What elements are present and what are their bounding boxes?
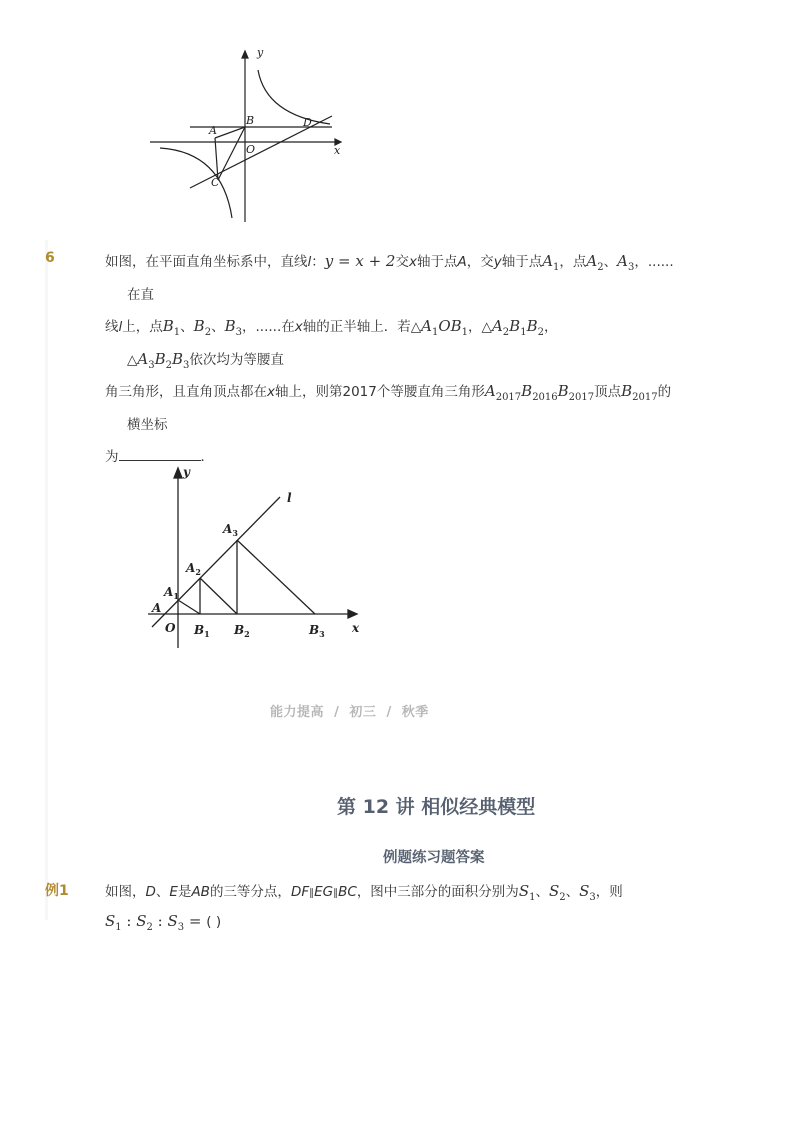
hyperbola-branch-upper — [258, 70, 330, 124]
line-equation: y = x + 2 — [324, 252, 396, 270]
problem6-line5: 角三角形，且直角顶点都在x轴上，则第2017个等腰直角三角形$A_{2017}B_{2016}B_{2017}$顶点$B_{2017}$的 — [105, 382, 672, 403]
label-A3: A — [223, 522, 233, 536]
label-A: A — [152, 601, 162, 615]
svg-text:A2: $A_2$ — [186, 561, 201, 577]
svg-text:B3: $B_3$ — [309, 623, 325, 639]
label-O: O — [165, 621, 176, 635]
segment-A2-B2 — [200, 578, 237, 614]
segment-A1-B1 — [178, 600, 200, 614]
problem6-line1: 如图，在平面直角坐标系中，直线l：y = x + 2交x轴于点A，交y轴于点$A_1$，点$A_2$、$A_3$，...... — [105, 252, 674, 273]
problem6-line4: $\triangle A_3B_2B_3$依次均为等腰直 — [127, 350, 284, 371]
label-B2: B — [234, 623, 245, 637]
y-axis-arrow — [242, 51, 248, 58]
segment-AC — [215, 138, 218, 180]
label-y: y — [257, 46, 264, 59]
svg-text:B1: $B_1$ — [194, 623, 210, 639]
section-title: 例题练习题答案 — [383, 850, 485, 866]
answer-blank — [119, 446, 201, 461]
label-x: x — [352, 621, 360, 635]
figure-hyperbola-graph — [140, 40, 350, 230]
hyperbola-branch-lower — [160, 148, 232, 218]
problem-number: 6 — [45, 250, 55, 266]
left-margin-bar — [45, 240, 48, 920]
example-number: 例1 — [45, 883, 69, 899]
problem6-line7: 为 ． — [105, 445, 214, 465]
lecture-title: 第 12 讲 相似经典模型 — [337, 796, 536, 818]
problem6-line3: 线l上，点$B_1$、$B_2$、$B_3$，......在x轴的正半轴上．若$\triangle A_1OB_1$，$\triangle A_2B_1B_2$， — [105, 317, 558, 338]
x-axis-arrow — [348, 610, 357, 618]
label-O: O — [246, 143, 256, 156]
label-A1: A — [164, 585, 174, 599]
label-B1: B — [194, 623, 205, 637]
problem6-line2: 在直 — [127, 287, 154, 303]
label-l: l — [287, 491, 292, 505]
svg-text:A3: $A_3$ — [223, 522, 238, 538]
figure-triangles-graph — [140, 460, 370, 660]
svg-text:B2: $B_2$ — [234, 623, 250, 639]
label-C: C — [211, 176, 220, 189]
y-axis-arrow — [174, 468, 182, 478]
label-B: B — [246, 114, 255, 127]
label-A: A — [209, 124, 217, 137]
segment-A3-B3 — [237, 540, 315, 614]
label-B3: B — [309, 623, 320, 637]
problem6-line6: 横坐标 — [127, 417, 168, 433]
example1-line1: 如图，D、E是AB的三等分点，DF∥EG∥BC，图中三部分的面积分别为$S_1$、$S_2$、$S_3$，则 — [105, 882, 623, 903]
label-A2: A — [186, 561, 196, 575]
label-x: x — [334, 144, 341, 157]
label-D: D — [303, 116, 312, 129]
footer-breadcrumb: 能力提高 / 初三 / 秋季 — [270, 705, 429, 720]
svg-text:A1: $A_1$ — [164, 585, 179, 601]
answer-parentheses: ( ) — [206, 914, 222, 930]
example1-line2: $S_1$ : $S_2$ : $S_3$ = ( ) — [105, 912, 222, 933]
label-y: y — [183, 465, 190, 479]
